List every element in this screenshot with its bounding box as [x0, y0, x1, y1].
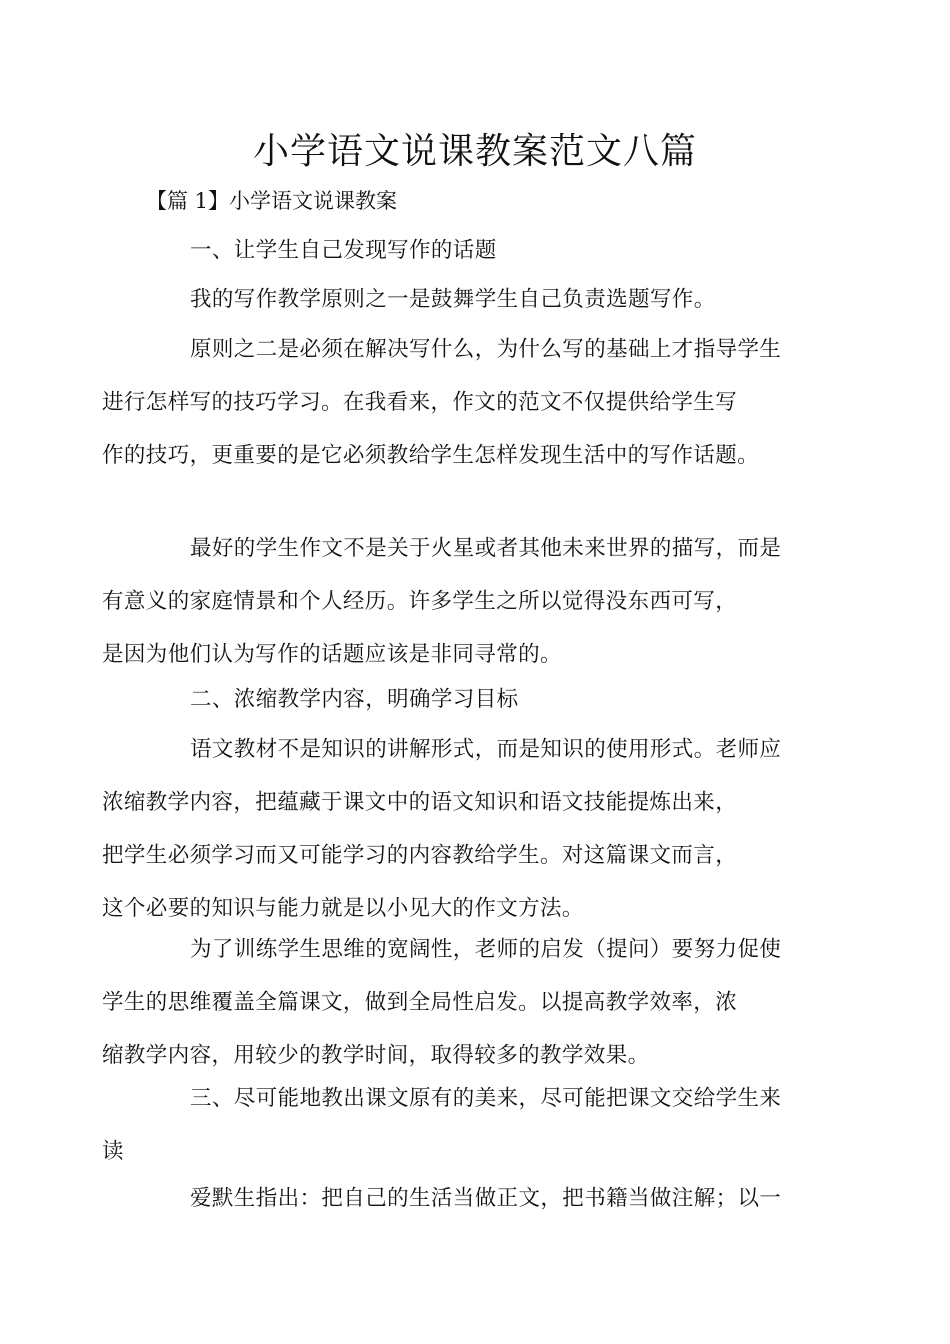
paragraph: [102, 323, 826, 482]
text-line: 读: [102, 1139, 124, 1164]
text-line: 最好的学生作文不是关于火星或者其他未来世界的描写，而是: [190, 536, 782, 561]
text-line: 有意义的家庭情景和个人经历。许多学生之所以觉得没东西可写，: [102, 589, 738, 614]
paragraph: [146, 273, 826, 326]
text-line: 三、尽可能地教出课文原有的美来，尽可能把课文交给学生来: [190, 1086, 782, 1111]
heading-one: [146, 224, 826, 277]
text-line: 缩教学内容，用较少的教学时间，取得较多的教学效果。: [102, 1043, 650, 1068]
text-line: 原则之二是必须在解决写什么，为什么写的基础上才指导学生: [190, 337, 782, 362]
text-line: 为了训练学生思维的宽阔性，老师的启发（提问）要努力促使: [190, 937, 782, 962]
document-title: 小学语文说课教案范文八篇: [252, 131, 697, 172]
text-line: 二、浓缩教学内容，明确学习目标: [190, 687, 519, 712]
text-line: 浓缩教学内容，把蕴藏于课文中的语文知识和语文技能提炼出来，: [102, 790, 738, 815]
paragraph: [102, 723, 826, 935]
text-line: 爱默生指出：把自己的生活当做正文，把书籍当做注解；以一: [190, 1186, 782, 1211]
text-line: 进行怎样写的技巧学习。在我看来，作文的范文不仅提供给学生写: [102, 390, 738, 415]
text-line: 这个必要的知识与能力就是以小见大的作文方法。: [102, 896, 584, 921]
text-line: 语文教材不是知识的讲解形式，而是知识的使用形式。老师应: [190, 737, 782, 762]
paragraph: [102, 923, 826, 1082]
paragraph: [146, 1172, 826, 1225]
heading-two: [146, 673, 826, 726]
section-heading: 【篇 1】小学语文说课教案: [146, 189, 398, 213]
text-line: 把学生必须学习而又可能学习的内容教给学生。对这篇课文而言，: [102, 843, 738, 868]
text-line: 作的技巧，更重要的是它必须教给学生怎样发现生活中的写作话题。: [102, 443, 760, 468]
paragraph: [102, 522, 826, 681]
text-line: 学生的思维覆盖全篇课文，做到全局性启发。以提高教学效率，浓: [102, 990, 738, 1015]
text-line: 是因为他们认为写作的话题应该是非同寻常的。: [102, 642, 562, 667]
text-line: 我的写作教学原则之一是鼓舞学生自己负责选题写作。: [190, 287, 716, 312]
text-line: 一、让学生自己发现写作的话题: [190, 238, 497, 263]
heading-three: [102, 1072, 826, 1178]
